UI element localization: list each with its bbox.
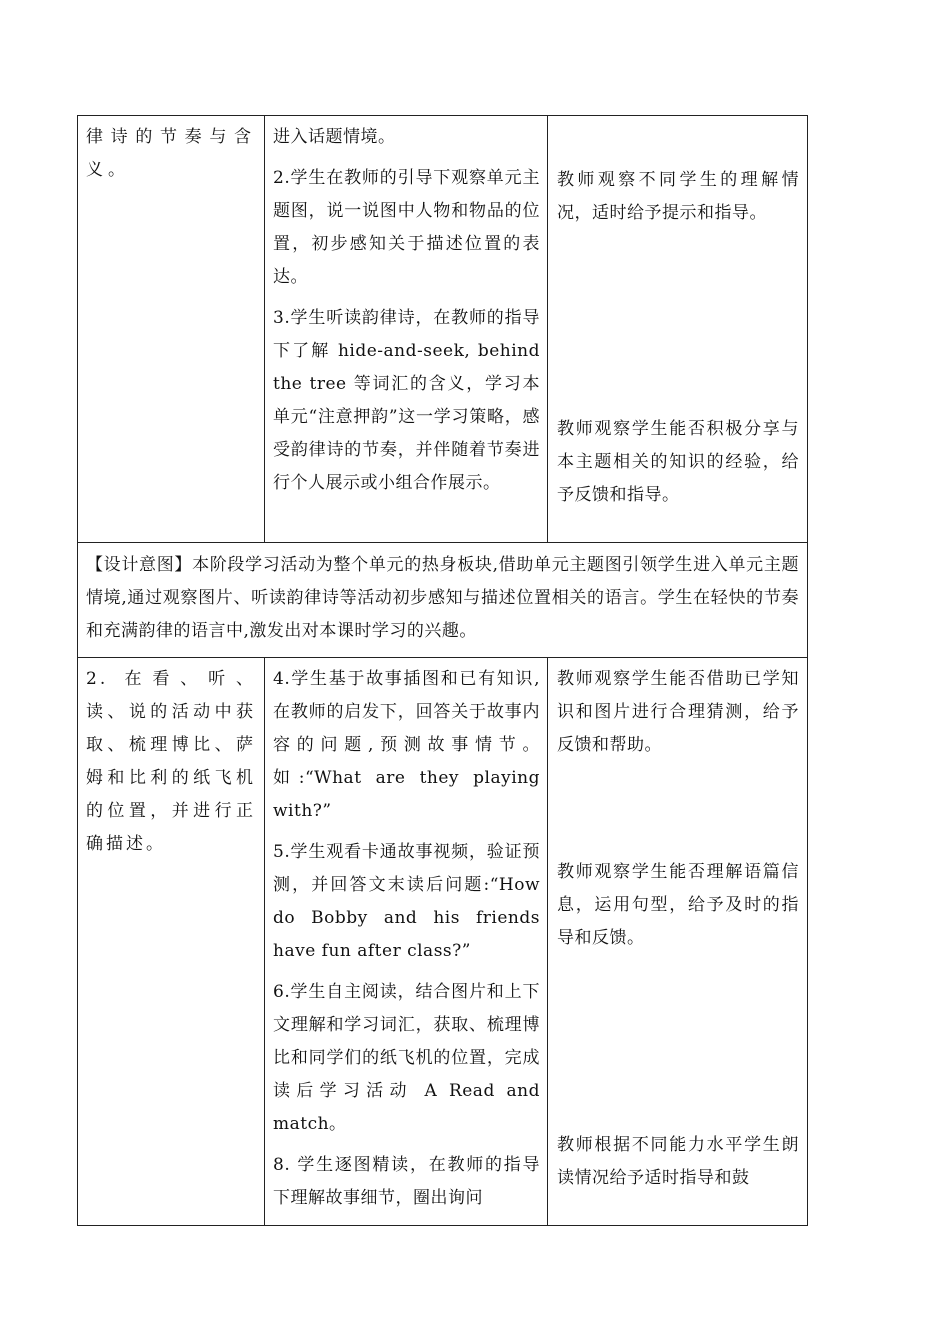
row2-goal: 2. 在看、听、读、说的活动中获取、梳理博比、萨姆和比利的纸飞机的位置，并进行正确描述。: [86, 669, 256, 854]
table-border-bottom: [77, 1225, 808, 1226]
column-divider: [547, 657, 548, 1225]
row2-activities: [273, 663, 540, 1223]
column-divider: [264, 115, 265, 542]
row1-assessment-2: 教师观察学生能否积极分享与本主题相关的知识的经验，给予反馈和指导。: [557, 419, 799, 505]
column-divider: [547, 115, 548, 542]
design-intent: 【设计意图】本阶段学习活动为整个单元的热身板块,借助单元主题图引领学生进入单元主题情境,通过观察图片、听读韵律诗等活动初步感知与描述位置相关的语言。学生在轻快的节奏和充满韵律的语言中,激发出对本课时学习的兴趣。: [86, 555, 799, 641]
column-divider: [264, 657, 265, 1225]
activity-1-continued: 进入话题情境。: [273, 127, 396, 147]
row1-activities: [273, 121, 540, 508]
table-border-top: [77, 115, 808, 116]
table-border-left: [77, 115, 78, 1226]
activity-5: 5.学生观看卡通故事视频，验证预测，并回答文末读后问题:“How do Bobby and his friends have fun after class?”: [273, 842, 540, 961]
row2-assessment-1: 教师观察学生能否借助已学知识和图片进行合理猜测，给予反馈和帮助。: [557, 669, 799, 755]
activity-3: 3.学生听读韵律诗，在教师的指导下了解 hide-and-seek, behind the tree 等词汇的含义，学习本单元“注意押韵”这一学习策略，感受韵律诗的节奏，并伴随着节奏进行个人展示或小组合作展示。: [273, 308, 540, 493]
activity-8: 8. 学生逐图精读，在教师的指导下理解故事细节，圈出询问: [273, 1155, 540, 1208]
row2-assessment-2: 教师观察学生能否理解语篇信息，运用句型，给予及时的指导和反馈。: [557, 862, 799, 948]
table-border-right: [807, 115, 808, 1226]
row1-assessment-1: 教师观察不同学生的理解情况，适时给予提示和指导。: [557, 170, 799, 223]
activity-2: 2.学生在教师的引导下观察单元主题图，说一说图中人物和物品的位置，初步感知关于描述位置的表达。: [273, 168, 540, 287]
lesson-plan-table: [77, 115, 808, 1226]
activity-6: 6.学生自主阅读，结合图片和上下文理解和学习词汇，获取、梳理博比和同学们的纸飞机的位置，完成读后学习活动 A Read and match。: [273, 982, 540, 1134]
row2-assessment-3: 教师根据不同能力水平学生朗读情况给予适时指导和鼓: [557, 1135, 799, 1188]
activity-4: 4.学生基于故事插图和已有知识,在教师的启发下，回答关于故事内容的问题,预测故事情节。如:“What are they playing with?”: [273, 669, 540, 821]
row-divider: [77, 542, 808, 543]
row1-goal: 律诗的节奏与含义。: [86, 127, 256, 180]
row-divider: [77, 657, 808, 658]
